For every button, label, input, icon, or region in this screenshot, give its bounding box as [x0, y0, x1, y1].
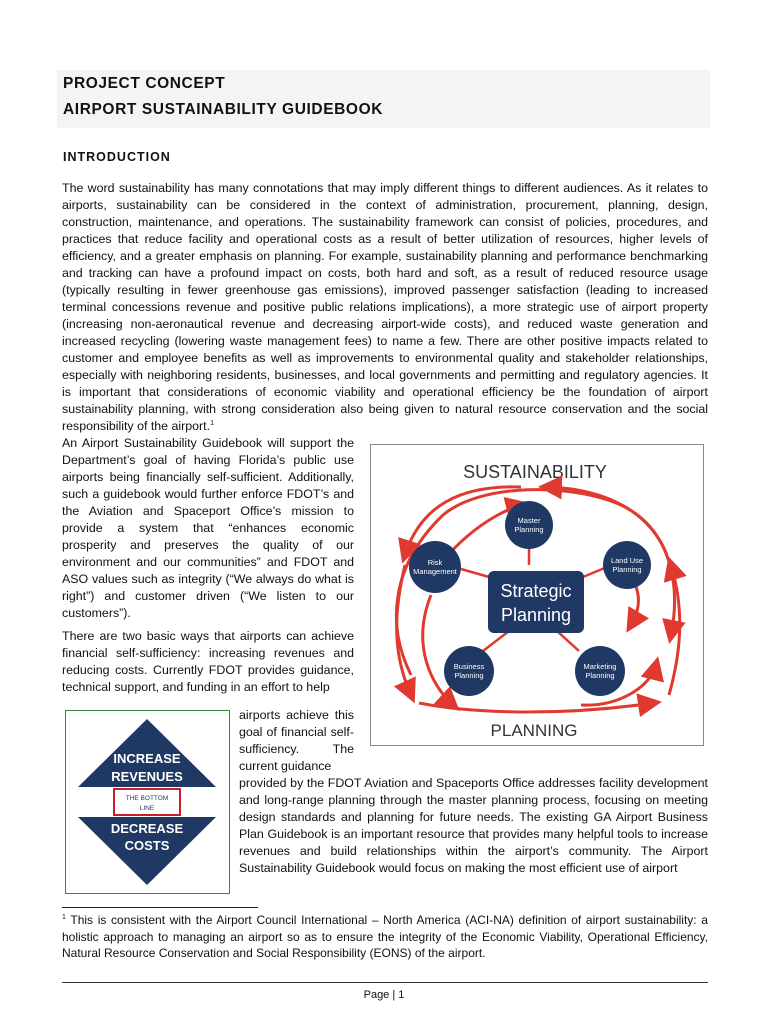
node-risk-label-2: Management — [413, 567, 457, 576]
costs-label: COSTS — [124, 838, 170, 853]
revenue-costs-diagram — [65, 710, 230, 894]
sustainability-planning-diagram — [370, 444, 704, 746]
footnote-separator — [62, 907, 258, 908]
strategic-label-1: Strategic — [500, 581, 572, 601]
header-guidebook-title: AIRPORT SUSTAINABILITY GUIDEBOOK — [63, 101, 384, 118]
node-master-label-1: Master — [517, 516, 541, 525]
increase-label: INCREASE — [113, 751, 181, 766]
node-marketing-label-1: Marketing — [583, 662, 617, 671]
label-planning: PLANNING — [490, 721, 578, 740]
footnote — [62, 912, 708, 962]
node-business-label-2: Planning — [454, 671, 484, 680]
footnote-number: 1 — [62, 914, 66, 921]
section-title: INTRODUCTION — [63, 150, 171, 164]
node-risk-label-1: Risk — [427, 558, 443, 567]
decrease-label: DECREASE — [110, 821, 184, 836]
intro-paragraph — [62, 180, 708, 435]
paragraph-guidance-text: provided by the FDOT Aviation and Spaceports Office addresses facility development and long-range planning through the master planning process, focusing on meeting design standards and planning for future needs. The existing GA Airport Business Plan Guidebook is an important resource that provides many helpful tools to increase revenues and build relationships within the airport’s community. The Airport Sustainability Guidebook would focus on making the most efficient use of airport — [239, 776, 708, 875]
node-marketing-label-2: Planning — [585, 671, 615, 680]
page-number: Page | 1 — [363, 989, 405, 1001]
strategic-label-2: Planning — [500, 605, 572, 625]
node-master-label-2: Planning — [514, 525, 544, 534]
revenue-diagram-svg — [66, 711, 229, 893]
node-business-label-1: Business — [453, 662, 485, 671]
sustainability-diagram-svg — [371, 445, 703, 745]
paragraph-self-sufficiency: There are two basic ways that airports can achieve financial self-sufficiency: increasing revenues and reducing costs. Currently FDOT provides guidance, technical support, and funding in an effort to help — [62, 629, 354, 694]
bottom-line-label-1: THE BOTTOM — [125, 795, 169, 802]
footnote-ref: 1 — [210, 419, 214, 427]
document-header — [57, 70, 710, 128]
header-project-concept: PROJECT CONCEPT — [63, 75, 226, 92]
label-sustainability: SUSTAINABILITY — [463, 462, 607, 482]
node-landuse-label-2: Planning — [612, 565, 642, 574]
footer-rule — [62, 982, 708, 983]
paragraph-side-text: airports achieve this goal of financial self-sufficiency. The current guidance — [239, 708, 354, 773]
revenues-label: REVENUES — [111, 769, 183, 784]
node-landuse-label-1: Land Use — [610, 556, 644, 565]
paragraph-guidebook-support: An Airport Sustainability Guidebook will support the Department’s goal of having Florida’s public use airports being financially self-sufficient. Additionally, such a guidebook would further enforce FDOT’s and the Aviation and Spaceport Office’s mission to provide a system that “enhances economic prosperity and preserves the quality of our environment and our communities” and FDOT and ASO values such as integrity (“We always do what is right”) and customer driven (“We listen to our customers”). — [62, 436, 354, 620]
footnote-text: This is consistent with the Airport Council International – North America (ACI-NA) definition of airport sustainability: a holistic approach to managing an airport so as to ensure the integrity of the Economic Viability, Operational Efficiency, Natural Resource Conservation and Social Responsibility (EONS) of the airport. — [62, 913, 708, 960]
bottom-line-label-2: LINE — [139, 805, 155, 812]
intro-text: The word sustainability has many connotations that may imply different things to different audiences. As it relates to airports, sustainability can be considered in the context of administration, procurement, planning, design, construction, maintenance, and operations. The sustainability framework can consist of policies, procedures, and practices that reduce facility and operational costs as a result of better utilization of resources, higher levels of efficiency, and a greater emphasis on planning. For example, sustainability planning and performance benchmarking and tracking can have a profound impact on costs, both hard and soft, as a result of reduced resource usage (typically resulting in fewer greenhouse gas emissions), improved passenger satisfaction (leading to increased terminal concessions revenue and positive public relations implications), a more strategic use of airport property (increasing non-aeronautical revenue and decreasing airport-wide costs), and reduced waste generation and increased recycling (lowering waste management fees) to name a few. There are other positive impacts related to customer and employee benefits as well as improvements to environmental quality and stakeholder relationships, especially with neighboring residents, businesses, and local governments and permitting and regulatory agencies. It is important that considerations of economic viability and operational efficiency be the foundation of airport sustainability planning, with strong consideration also being given to natural resource conservation and the social responsibility of the airport. — [62, 181, 708, 433]
